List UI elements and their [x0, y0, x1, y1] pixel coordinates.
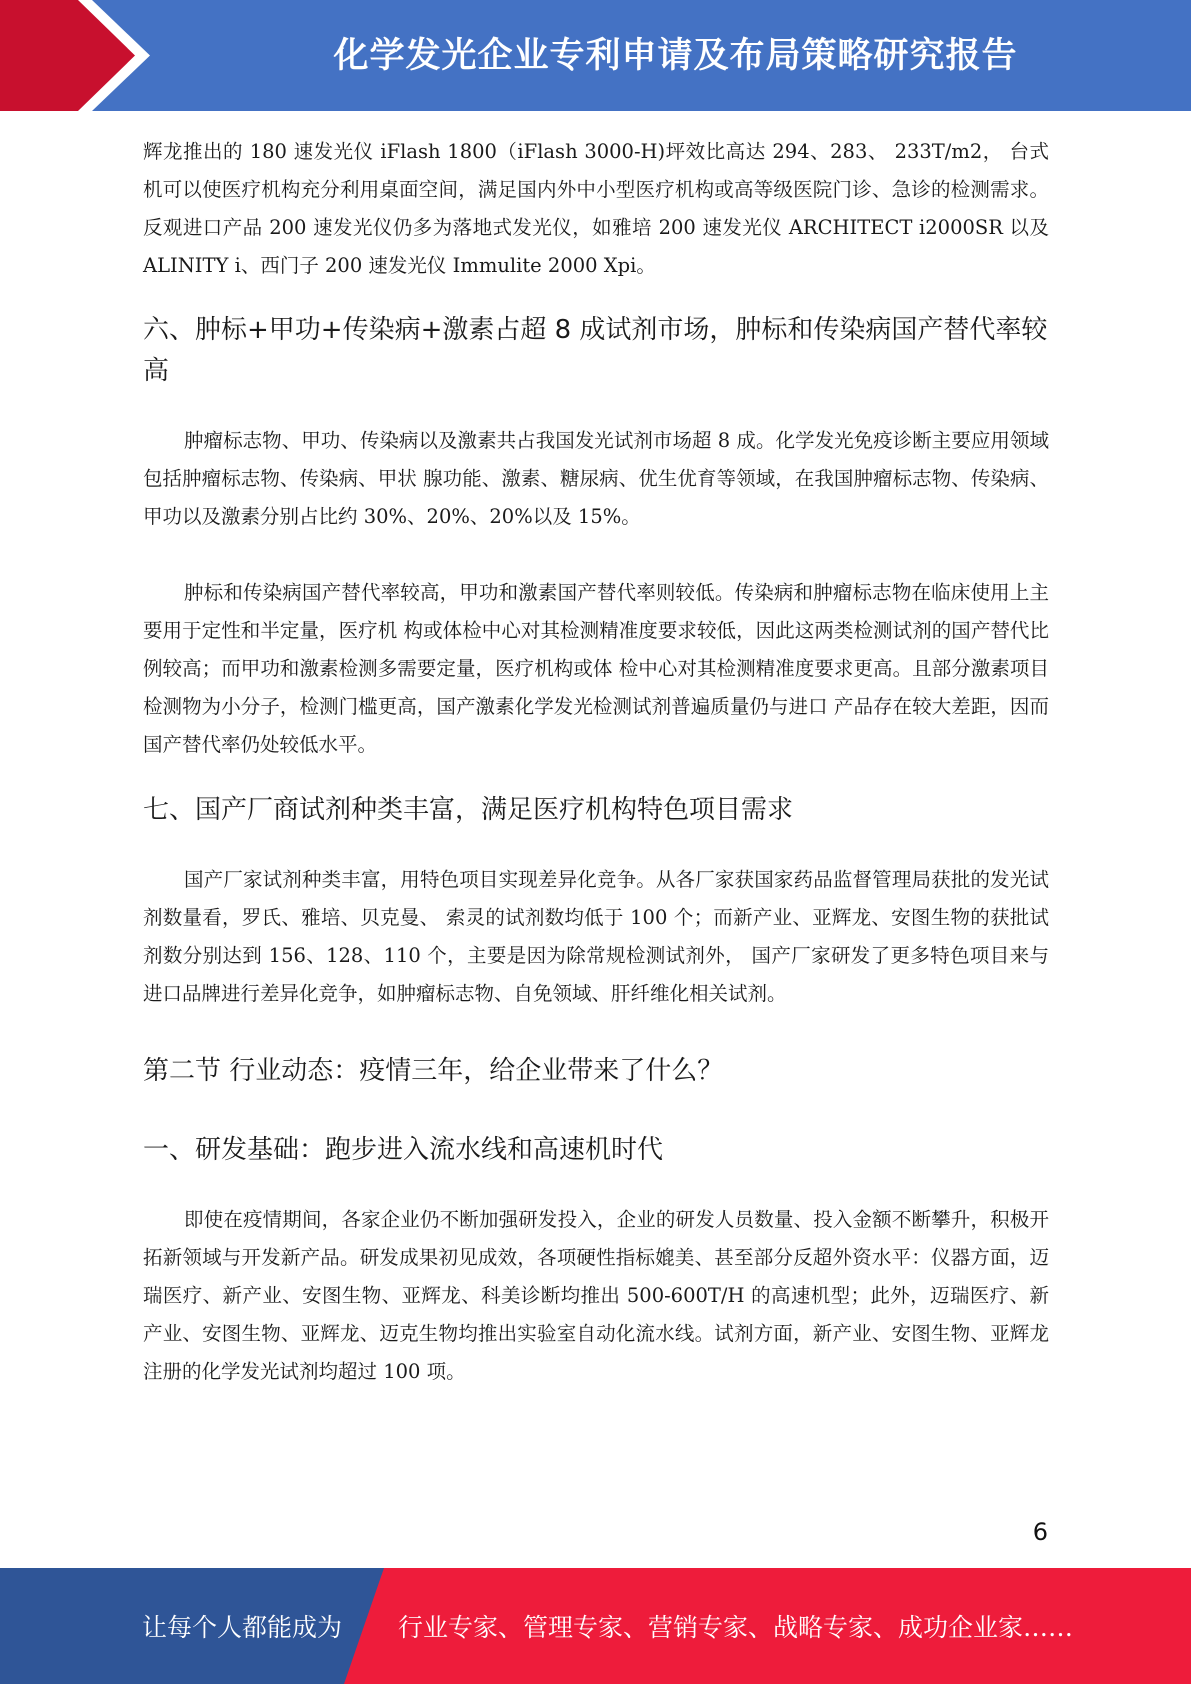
header-red-chevron — [0, 0, 150, 111]
footer-slogan-left: 让每个人都能成为 — [142, 1613, 343, 1642]
report-title: 化学发光企业专利申请及布局策略研究报告 — [333, 36, 1018, 76]
paragraph-domestic-substitution: 肿标和传染病国产替代率较高，甲功和激素国产替代率则较低。传染病和肿瘤标志物在临床使用上主要用于定性和半定量，医疗机 构或体检中心对其检测精准度要求较低，因此这两类检测试剂的国产替代比例较高；而甲功和激素检测多需要定量，医疗机构或体 检中心对其检测精准度要求更高。且部分激素项目检测物为小分子，检测门槛更高，国产激素化学发光检测试剂普遍质量仍与进口 产品存在较大差距，因而国产替代率仍处较低水平。 — [143, 581, 1049, 756]
page-header — [0, 0, 1191, 111]
heading-rd-foundation: 一、研发基础：跑步进入流水线和高速机时代 — [143, 1135, 664, 1165]
paragraph-reagent-variety: 国产厂家试剂种类丰富，用特色项目实现差异化竞争。从各厂家获国家药品监督管理局获批的发光试剂数量看，罗氏、雅培、贝克曼、 索灵的试剂数均低于 100 个；而新产业、亚辉龙、安图生物的获批试剂数分别达到 156、128、110 个，主要是因为除常规检测试剂外， 国产厂家研发了更多特色项目来与进口品牌进行差异化竞争，如肿瘤标志物、自免领域、肝纤维化相关试剂。 — [143, 868, 1049, 1005]
heading-section-6: 六、肿标+甲功+传染病+激素占超 8 成试剂市场，肿标和传染病国产替代率较高 — [143, 315, 1048, 386]
paragraph-rd-investment: 即使在疫情期间，各家企业仍不断加强研发投入，企业的研发人员数量、投入金额不断攀升，积极开拓新领域与开发新产品。研发成果初见成效，各项硬性指标媲美、甚至部分反超外资水平：仪器方面，迈瑞医疗、新产业、安图生物、亚辉龙、科美诊断均推出 500-600T/H 的高速机型；此外，迈瑞医疗、新产业、安图生物、亚辉龙、迈克生物均推出实验室自动化流水线。试剂方面，新产业、安图生物、亚辉龙注册的化学发光试剂均超过 100 项。 — [143, 1208, 1049, 1383]
main-content — [143, 133, 1049, 1391]
page-footer — [0, 1568, 1191, 1684]
heading-chapter-2: 第二节 行业动态：疫情三年，给企业带来了什么？ — [143, 1056, 724, 1086]
paragraph-market-share: 肿瘤标志物、甲功、传染病以及激素共占我国发光试剂市场超 8 成。化学发光免疫诊断主要应用领域包括肿瘤标志物、传染病、甲状 腺功能、激素、糖尿病、优生优育等领域，在我国肿瘤标志物、传染病、甲功以及激素分别占比约 30%、20%、20%以及 15%。 — [143, 429, 1049, 528]
page-number: 6 — [1032, 1518, 1048, 1546]
paragraph-intro: 辉龙推出的 180 速发光仪 iFlash 1800（iFlash 3000-H)坪效比高达 294、283、 233T/m2， 台式机可以使医疗机构充分利用桌面空间，满足国内外中小型医疗机构或高等级医院门诊、急诊的检测需求。反观进口产品 200 速发光仪仍多为落地式发光仪，如雅培 200 速发光仪 ARCHITECT i2000SR 以及 ALINITY i、西门子 200 速发光仪 Immulite 2000 Xpi。 — [143, 140, 1049, 277]
footer-slogan-right: 行业专家、管理专家、营销专家、战略专家、成功企业家…… — [398, 1613, 1074, 1642]
heading-section-7: 七、国产厂商试剂种类丰富，满足医疗机构特色项目需求 — [143, 795, 794, 825]
